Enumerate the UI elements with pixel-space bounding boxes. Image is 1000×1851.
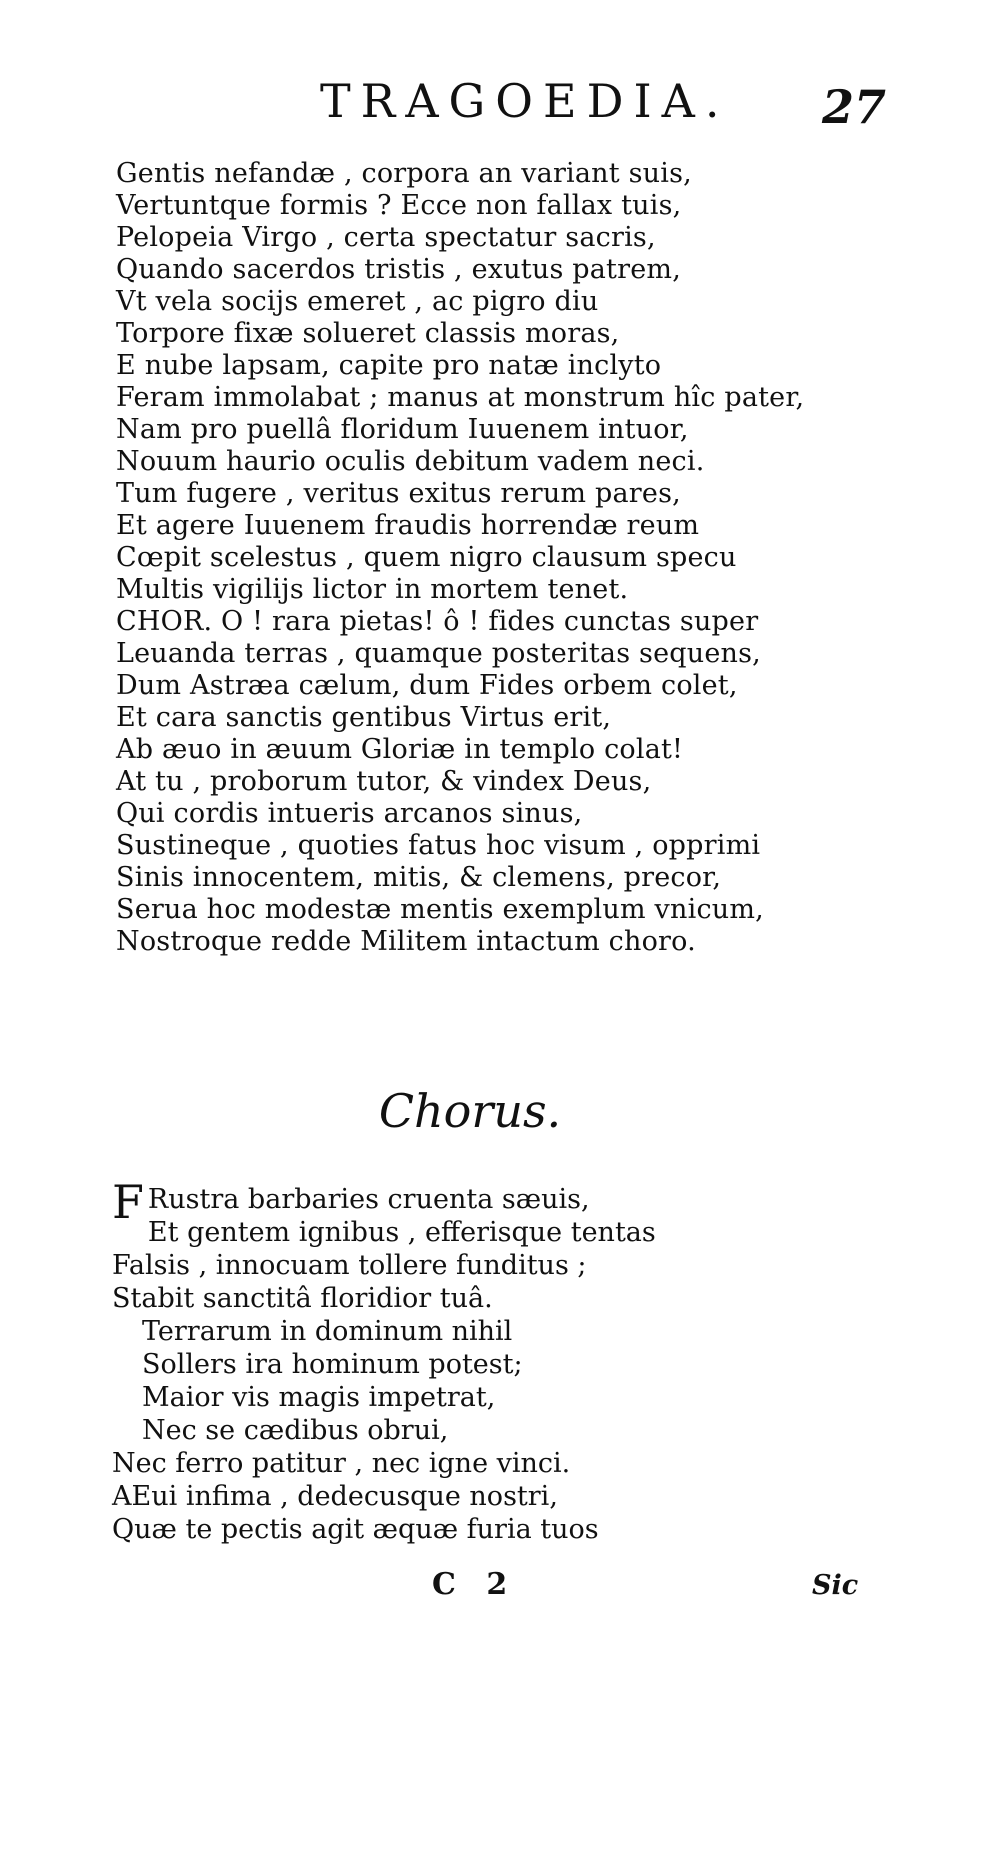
dialogue-verse-block (116, 158, 976, 958)
verse-line: Leuanda terras , quamque posteritas sequens, (116, 638, 761, 669)
verse-line: Nam pro puellâ floridum Iuuenem intuor, (116, 414, 689, 445)
verse-line: Torpore fixæ solueret classis moras, (116, 318, 620, 349)
verse-line: Dum Astræa cælum, dum Fides orbem colet, (116, 670, 738, 701)
chorus-line: AEui infima , dedecusque nostri, (112, 1481, 558, 1512)
section-title: Chorus. (378, 1084, 562, 1138)
running-title: TRAGOEDIA. (320, 74, 730, 128)
verse-line: Sustineque , quoties fatus hoc visum , opprimi (116, 830, 761, 861)
chorus-line: Nec ferro patitur , nec igne vinci. (112, 1448, 571, 1479)
verse-line: Multis vigilijs lictor in mortem tenet. (116, 574, 629, 605)
verse-line-chorus-speech: CHOR. O ! rara pietas! ô ! fides cunctas super (116, 606, 759, 637)
chorus-line: Quæ te pectis agit æquæ furia tuos (112, 1514, 599, 1545)
drop-cap: F (112, 1175, 144, 1229)
chorus-line: Falsis , innocuam tollere funditus ; (112, 1250, 587, 1281)
verse-line: Quando sacerdos tristis , exutus patrem, (116, 254, 681, 285)
chorus-line: Maior vis magis impetrat, (142, 1382, 496, 1413)
verse-line: Nostroque redde Militem intactum choro. (116, 926, 696, 957)
verse-line: Qui cordis intueris arcanos sinus, (116, 798, 583, 829)
chorus-ode-block (112, 1175, 972, 1546)
chorus-line: Terrarum in dominum nihil (142, 1316, 513, 1347)
verse-line: Et agere Iuuenem fraudis horrendæ reum (116, 510, 700, 541)
chorus-line: Nec se cædibus obrui, (142, 1415, 449, 1446)
verse-line: Pelopeia Virgo , certa spectatur sacris, (116, 222, 656, 253)
signature-mark: C 2 (432, 1567, 518, 1602)
chorus-line: Et gentem ignibus , efferisque tentas (147, 1217, 656, 1248)
verse-line: Nouum haurio oculis debitum vadem neci. (116, 446, 705, 477)
chorus-line-first (112, 1175, 972, 1229)
verse-line: Cœpit scelestus , quem nigro clausum specu (116, 542, 737, 573)
verse-line: Ab æuo in æuum Gloriæ in templo colat! (116, 734, 684, 765)
verse-line: Vertuntque formis ? Ecce non fallax tuis, (116, 190, 682, 221)
verse-line: Tum fugere , veritus exitus rerum pares, (116, 478, 681, 509)
chorus-line: Stabit sanctitâ floridior tuâ. (112, 1283, 493, 1314)
verse-line: Feram immolabat ; manus at monstrum hîc pater, (116, 382, 805, 413)
verse-line: Et cara sanctis gentibus Virtus erit, (116, 702, 612, 733)
catchword: Sic (812, 1570, 859, 1601)
chorus-line: Sollers ira hominum potest; (142, 1349, 523, 1380)
verse-line: Vt vela socijs emeret , ac pigro diu (116, 286, 599, 317)
page-number: 27 (822, 80, 887, 134)
chorus-line-text: Rustra barbaries cruenta sæuis, (147, 1184, 590, 1215)
verse-line: Gentis nefandæ , corpora an variant suis, (116, 158, 692, 189)
verse-line: E nube lapsam, capite pro natæ inclyto (116, 350, 662, 381)
verse-line: Serua hoc modestæ mentis exemplum vnicum, (116, 894, 764, 925)
verse-line: Sinis innocentem, mitis, & clemens, precor, (116, 862, 722, 893)
verse-line: At tu , proborum tutor, & vindex Deus, (116, 766, 652, 797)
